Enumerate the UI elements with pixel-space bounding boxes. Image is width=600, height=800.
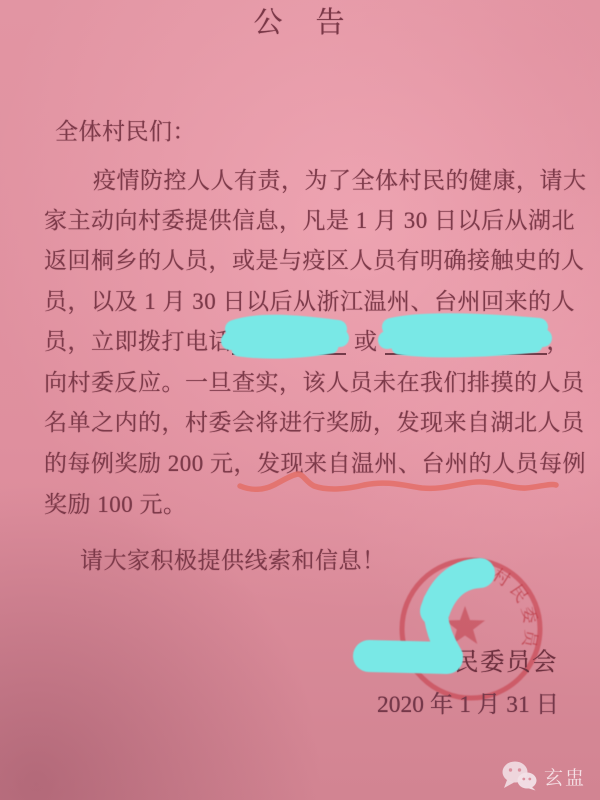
body-line-2: 家主动向村委提供信息，凡是 1 月 30 日以后从湖北: [44, 208, 575, 233]
closing-line: 请大家积极提供线索和信息！: [80, 548, 386, 573]
body-line-1: 疫情防控人人有责，为了全体村民的健康，请大: [93, 168, 587, 193]
reward-200-text: 的每例奖励 200 元，: [44, 451, 257, 476]
body-line-3: 返回桐乡的人员，或是与疫区人员有明确接触史的人: [44, 248, 585, 273]
body-line-9: 奖励 100 元。: [44, 492, 187, 517]
phone-line-prefix: 员，立即拨打电话: [44, 329, 232, 354]
seal-arc-text: 村村民委员: [469, 559, 541, 654]
body-line-6: 向村委反应。一旦查实，该人员未在我们排摸的人员: [44, 370, 585, 395]
or-word: 或: [354, 329, 378, 354]
seal-star-icon: [445, 606, 485, 644]
phone-line-comma: ，: [546, 329, 570, 354]
phone-number-blank-1: [232, 353, 346, 355]
reward-100-marked-text: 发现来自温州、台州的人员每例: [257, 451, 586, 476]
notice-date: 2020 年 1 月 31 日: [377, 692, 560, 718]
notice-title: 公 告: [253, 7, 347, 39]
body-line-4: 员，以及 1 月 30 日以后从浙江温州、台州回来的人: [44, 289, 575, 314]
salutation: 全体村民们：: [55, 119, 196, 144]
watermark: [501, 761, 586, 791]
wechat-icon: [501, 761, 537, 791]
body-line-5: [44, 323, 570, 356]
phone-number-blank-2: [385, 353, 547, 355]
svg-text:村村民委员: [469, 559, 541, 653]
body-line-7: 名单之内的，村委会将进行奖励，发现来自湖北人员: [44, 410, 585, 435]
body-line-8: [44, 445, 586, 478]
watermark-label: 玄盅: [543, 767, 586, 789]
signature-committee: 民委员会: [454, 649, 558, 676]
